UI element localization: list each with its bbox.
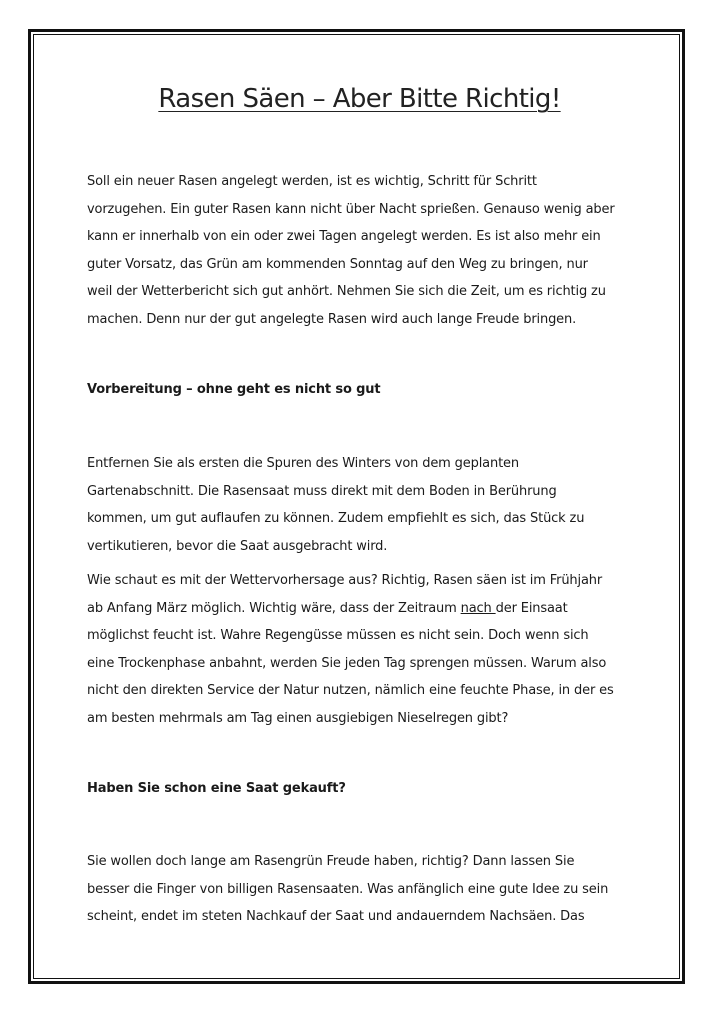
paragraph-line: nicht den direkten Service der Natur nutzen, nämlich eine feuchte Phase, in der es xyxy=(87,683,614,698)
paragraph-line: am besten mehrmals am Tag einen ausgiebigen Nieselregen gibt? xyxy=(87,710,509,726)
paragraph-line: vorzugehen. Ein guter Rasen kann nicht über Nacht sprießen. Genauso wenig aber xyxy=(87,201,615,217)
paragraph-line: möglichst feucht ist. Wahre Regengüsse müssen es nicht sein. Doch wenn sich xyxy=(87,628,589,643)
intro-paragraph xyxy=(87,168,647,333)
paragraph-line: eine Trockenphase anbahnt, werden Sie jeden Tag sprengen müssen. Warum also xyxy=(87,655,607,671)
paragraph-line: Entfernen Sie als ersten die Spuren des Winters von dem geplanten xyxy=(87,456,519,471)
text-fragment: der Einsaat xyxy=(495,600,568,616)
paragraph-line: weil der Wetterbericht sich gut anhört. Nehmen Sie sich die Zeit, um es richtig zu xyxy=(87,284,606,299)
section2-paragraph-1 xyxy=(87,848,647,931)
section1-paragraph-2 xyxy=(87,567,647,732)
paragraph-line: kommen, um gut auflaufen zu können. Zudem empfiehlt es sich, das Stück zu xyxy=(87,511,585,526)
paragraph-line: Wie schaut es mit der Wettervorhersage aus? Richtig, Rasen säen ist im Frühjahr xyxy=(87,573,603,588)
section-heading-vorbereitung: Vorbereitung – ohne geht es nicht so gut xyxy=(87,382,381,397)
paragraph-line: vertikutieren, bevor die Saat ausgebracht wird. xyxy=(87,538,388,554)
section-heading-saat: Haben Sie schon eine Saat gekauft? xyxy=(87,781,346,796)
paragraph-line: Sie wollen doch lange am Rasengrün Freude haben, richtig? Dann lassen Sie xyxy=(87,854,575,869)
underlined-word: nach xyxy=(460,600,496,616)
paragraph-line: scheint, endet im steten Nachkauf der Saat und andauerndem Nachsäen. Das xyxy=(87,909,585,924)
paragraph-line: machen. Denn nur der gut angelegte Rasen wird auch lange Freude bringen. xyxy=(87,311,577,327)
paragraph-line: kann er innerhalb von ein oder zwei Tagen angelegt werden. Es ist also mehr ein xyxy=(87,229,601,244)
text-fragment: ab Anfang März möglich. Wichtig wäre, dass der Zeitraum xyxy=(87,600,461,616)
paragraph-line xyxy=(87,595,647,623)
paragraph-line: Soll ein neuer Rasen angelegt werden, ist es wichtig, Schritt für Schritt xyxy=(87,174,537,189)
paragraph-line: guter Vorsatz, das Grün am kommenden Sonntag auf den Weg zu bringen, nur xyxy=(87,256,588,272)
paragraph-line: besser die Finger von billigen Rasensaaten. Was anfänglich eine gute Idee zu sein xyxy=(87,881,609,897)
document-title-text: Rasen Säen – Aber Bitte Richtig! xyxy=(158,84,561,114)
section1-paragraph-1 xyxy=(87,450,647,560)
document-title xyxy=(0,84,719,114)
paragraph-line: Gartenabschnitt. Die Rasensaat muss direkt mit dem Boden in Berührung xyxy=(87,483,557,499)
